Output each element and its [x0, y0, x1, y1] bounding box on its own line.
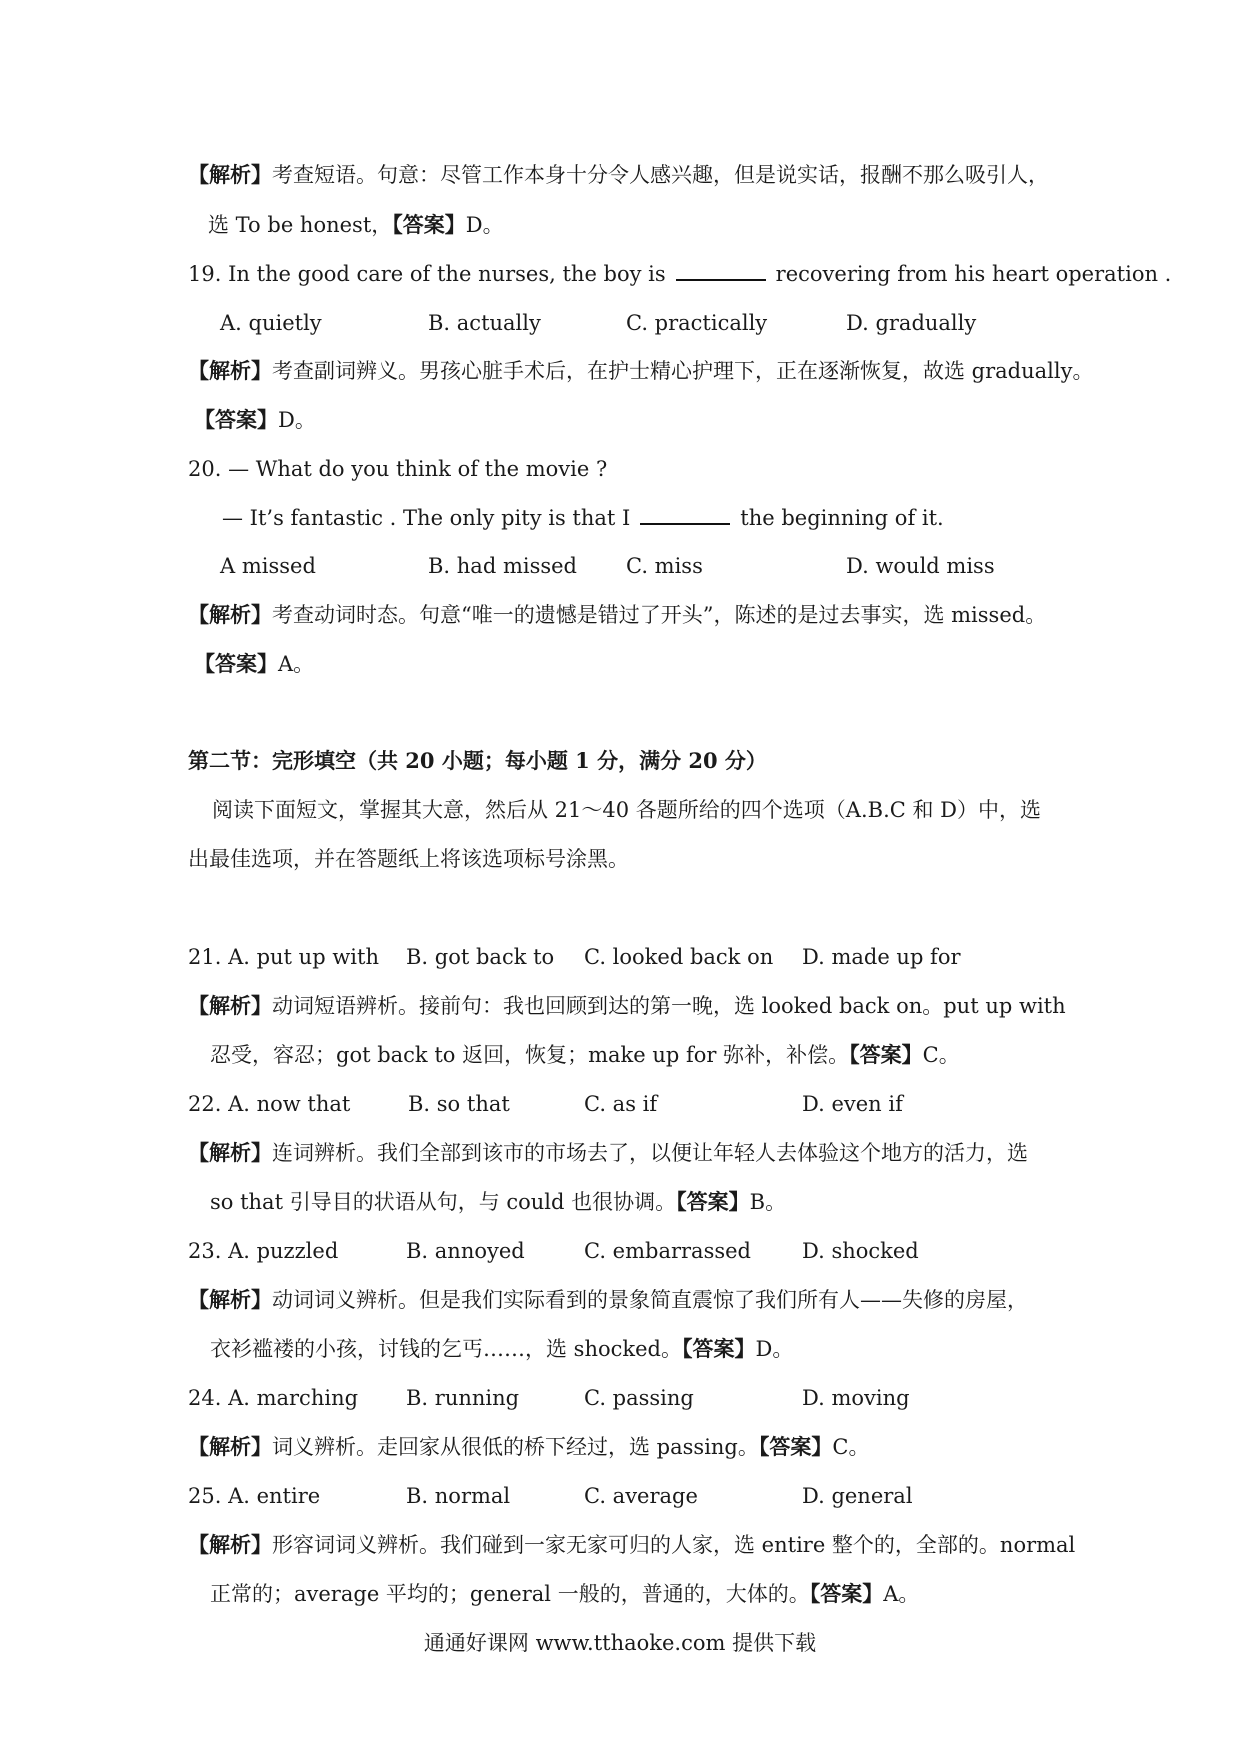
explanation-text: 正常的；average 平均的；general 一般的，普通的，大体的。	[210, 1582, 810, 1606]
explanation-text: 形容词词义辨析。我们碰到一家无家可归的人家，选 entire 整个的，全部的。normal	[272, 1533, 1076, 1557]
option-d: D. moving	[802, 1386, 910, 1410]
options-25	[0, 1481, 1240, 1511]
explanation-24	[188, 1432, 869, 1462]
option-a: 21. A. put up with	[188, 945, 379, 969]
explanation-text: 词义辨析。走回家从很低的桥下经过，选 passing。	[272, 1435, 759, 1459]
explanation-18-cont	[208, 210, 504, 240]
section-title: 第二节：完形填空（共 20 小题；每小题 1 分，满分 20 分）	[188, 748, 767, 773]
option-c: C. embarrassed	[584, 1239, 751, 1263]
explanation-21	[188, 991, 1066, 1021]
explanation-22	[188, 1138, 1028, 1168]
explanation-19	[188, 356, 1093, 386]
explanation-25	[188, 1530, 1075, 1560]
explanation-23-cont	[210, 1334, 793, 1364]
explanation-text: 考查短语。句意：尽管工作本身十分令人感兴趣，但是说实话，报酬不那么吸引人，	[272, 163, 1049, 187]
answer-tag: 【答案】	[392, 212, 466, 237]
option-a: A. quietly	[220, 311, 322, 335]
option-a: 23. A. puzzled	[188, 1239, 339, 1263]
analysis-tag: 【解析】	[188, 162, 272, 187]
answer-tag: 【答案】	[809, 1581, 884, 1606]
option-c: C. miss	[626, 554, 703, 578]
analysis-tag: 【解析】	[188, 1532, 272, 1557]
question-stem: 20. — What do you think of the movie ?	[188, 457, 608, 481]
option-a: 25. A. entire	[188, 1484, 321, 1508]
option-b: B. normal	[406, 1484, 511, 1508]
options-20	[0, 551, 1240, 581]
explanation-text: 动词词义辨析。但是我们实际看到的景象简直震惊了我们所有人——失修的房屋，	[272, 1288, 1028, 1312]
options-24	[0, 1383, 1240, 1413]
analysis-tag: 【解析】	[188, 602, 272, 627]
option-b: B. actually	[428, 311, 541, 335]
analysis-tag: 【解析】	[188, 358, 272, 383]
question-19	[188, 259, 1171, 289]
answer-20	[194, 649, 314, 679]
answer-value: C。	[922, 1043, 960, 1067]
options-23	[0, 1236, 1240, 1266]
answer-tag: 【答案】	[758, 1434, 833, 1459]
option-b: B. so that	[408, 1092, 510, 1116]
answer-value: C。	[832, 1435, 870, 1459]
answer-tag: 【答案】	[676, 1189, 750, 1214]
question-stem: recovering from his heart operation .	[775, 262, 1172, 286]
explanation-25-cont	[210, 1579, 919, 1609]
option-b: B. running	[406, 1386, 520, 1410]
analysis-tag: 【解析】	[188, 993, 272, 1018]
section-instructions: 阅读下面短文，掌握其大意，然后从 21～40 各题所给的四个选项（A.B.C 和 D）中，选	[212, 798, 1041, 822]
answer-value: A。	[278, 652, 315, 676]
answer-value: D。	[465, 213, 504, 237]
explanation-text: 连词辨析。我们全部到该市的市场去了，以便让年轻人去体验这个地方的活力，选	[272, 1141, 1028, 1165]
answer-tag: 【答案】	[849, 1042, 923, 1067]
option-a: 24. A. marching	[188, 1386, 359, 1410]
answer-19	[194, 405, 316, 435]
option-c: C. passing	[584, 1386, 694, 1410]
option-d: D. shocked	[802, 1239, 919, 1263]
answer-blank	[640, 503, 730, 525]
question-20-reply	[222, 503, 944, 533]
option-a: 22. A. now that	[188, 1092, 351, 1116]
explanation-text: 选 To be honest，	[208, 213, 393, 237]
explanation-23	[188, 1285, 1028, 1315]
explanation-22-cont	[210, 1187, 786, 1217]
explanation-20	[188, 600, 1046, 630]
analysis-tag: 【解析】	[188, 1287, 272, 1312]
answer-value: A。	[883, 1582, 920, 1606]
options-22	[0, 1089, 1240, 1119]
answer-value: B。	[749, 1190, 787, 1214]
answer-value: D。	[278, 408, 316, 432]
option-c: C. average	[584, 1484, 698, 1508]
option-c: C. looked back on	[584, 945, 774, 969]
option-b: B. got back to	[406, 945, 555, 969]
answer-tag: 【答案】	[194, 407, 278, 432]
option-b: B. annoyed	[406, 1239, 525, 1263]
option-d: D. gradually	[846, 311, 977, 335]
answer-tag: 【答案】	[681, 1336, 756, 1361]
option-d: D. general	[802, 1484, 913, 1508]
option-c: C. as if	[584, 1092, 658, 1116]
option-a: A missed	[220, 554, 316, 578]
answer-tag: 【答案】	[194, 651, 278, 676]
option-d: D. made up for	[802, 945, 961, 969]
page-footer: 通通好课网 www.tthaoke.com 提供下载	[423, 1631, 817, 1655]
explanation-18	[188, 160, 1049, 190]
question-20	[188, 454, 607, 484]
question-stem: 19. In the good care of the nurses, the boy is	[188, 262, 666, 286]
options-21	[0, 942, 1240, 972]
question-stem: — It’s fantastic . The only pity is that I	[222, 506, 631, 530]
analysis-tag: 【解析】	[188, 1140, 272, 1165]
explanation-text: 考查副词辨义。男孩心脏手术后，在护士精心护理下，正在逐渐恢复，故选 gradually。	[272, 359, 1094, 383]
explanation-text: 衣衫褴褛的小孩，讨钱的乞丐……，选 shocked。	[210, 1337, 682, 1361]
section-instructions-cont: 出最佳选项，并在答题纸上将该选项标号涂黑。	[188, 847, 629, 871]
explanation-text: 考查动词时态。句意“唯一的遗憾是错过了开头”，陈述的是过去事实，选 missed。	[272, 603, 1047, 627]
option-b: B. had missed	[428, 554, 577, 578]
answer-blank	[676, 259, 766, 281]
explanation-21-cont	[210, 1040, 960, 1070]
option-d: D. would miss	[846, 554, 995, 578]
explanation-text: 忍受，容忍；got back to 返回，恢复；make up for 弥补，补偿。	[210, 1043, 850, 1067]
options-19	[0, 308, 1240, 338]
explanation-text: so that 引导目的状语从句，与 could 也很协调。	[210, 1190, 677, 1214]
answer-value: D。	[755, 1337, 794, 1361]
explanation-text: 动词短语辨析。接前句：我也回顾到达的第一晚，选 looked back on。put up with	[272, 994, 1066, 1018]
analysis-tag: 【解析】	[188, 1434, 272, 1459]
option-d: D. even if	[802, 1092, 903, 1116]
option-c: C. practically	[626, 311, 768, 335]
question-stem: the beginning of it.	[740, 506, 944, 530]
